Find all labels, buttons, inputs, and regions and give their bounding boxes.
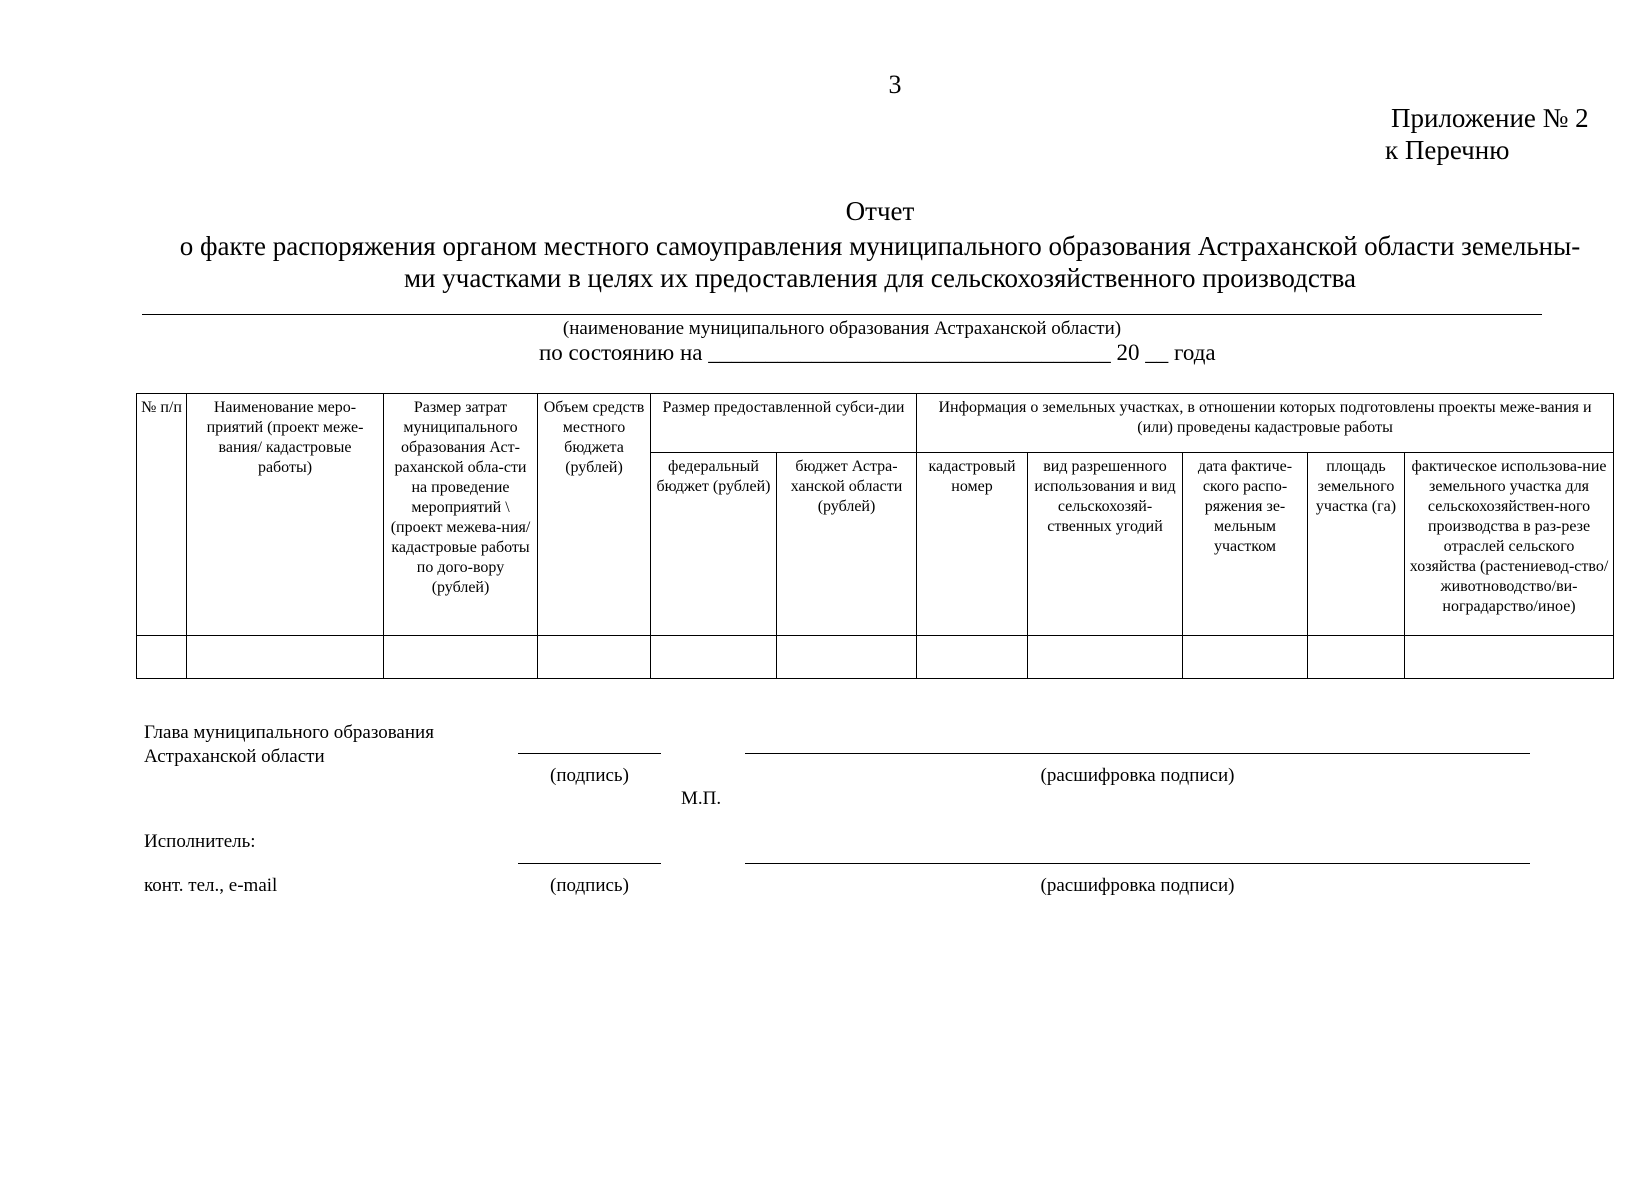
table-cell[interactable] <box>1183 636 1308 679</box>
head-decoding-caption: (расшифровка подписи) <box>1040 765 1235 786</box>
appendix-line-1: Приложение № 2 <box>1391 103 1589 133</box>
appendix-line-2: к Перечню <box>1385 135 1510 165</box>
header-local-budget: Объем средств местного бюджета (рублей) <box>538 394 651 636</box>
report-heading: Отчет <box>845 196 915 226</box>
executor-signature-caption: (подпись) <box>550 875 629 896</box>
header-area: площадь земельного участка (га) <box>1308 453 1405 636</box>
table-cell[interactable] <box>384 636 538 679</box>
table-cell[interactable] <box>137 636 187 679</box>
header-event-name: Наименование меро-приятий (проект меже-вания/ кадастровые работы) <box>187 394 384 636</box>
table-cell[interactable] <box>1028 636 1183 679</box>
table-cell[interactable] <box>1405 636 1614 679</box>
page-number: 3 <box>888 70 902 99</box>
table-cell[interactable] <box>538 636 651 679</box>
contact-label: конт. тел., e-mail <box>144 875 278 896</box>
appendix-reference <box>1385 102 1589 166</box>
municipality-name-line[interactable] <box>142 314 1542 315</box>
executor-decoding-line[interactable] <box>745 863 1530 864</box>
report-subtitle <box>125 230 1635 294</box>
stamp-place: М.П. <box>681 788 722 809</box>
header-disposal-date: дата фактиче-ского распо-ряжения зе-мельным участком <box>1183 453 1308 636</box>
header-regional-budget: бюджет Астра-ханской области (рублей) <box>777 453 917 636</box>
header-subsidy-group: Размер предоставленной субси-дии <box>651 394 917 453</box>
header-cadastral-number: кадастровый номер <box>917 453 1028 636</box>
executor-label: Исполнитель: <box>144 831 256 852</box>
head-signature-caption: (подпись) <box>550 765 629 786</box>
as-of-year: 20 __ года <box>1116 340 1216 365</box>
header-land-group: Информация о земельных участках, в отношении которых подготовлены проекты меже-вания и (или) проведены кадастровые работы <box>917 394 1614 453</box>
table-cell[interactable] <box>651 636 777 679</box>
header-permitted-use: вид разрешенного использования и вид сельскохозяй-ственных угодий <box>1028 453 1183 636</box>
header-federal-budget: федеральный бюджет (рублей) <box>651 453 777 636</box>
municipality-caption: (наименование муниципального образования Астраханской области) <box>562 318 1122 339</box>
head-of-municipality-label <box>144 721 434 769</box>
as-of-date-blank[interactable]: ___________________________________ <box>708 340 1111 365</box>
header-costs: Размер затрат муниципального образования Аст-раханской обла-сти на проведение мероприятий \ (проект межева-ния/кадастровые работы по дого-вору (рублей) <box>384 394 538 636</box>
table-cell[interactable] <box>1308 636 1405 679</box>
executor-signature-line[interactable] <box>518 863 661 864</box>
head-label-line-2: Астраханской области <box>144 746 325 767</box>
header-num: № п/п <box>137 394 187 636</box>
table-cell[interactable] <box>777 636 917 679</box>
table-cell[interactable] <box>917 636 1028 679</box>
head-signature-decoding-line[interactable] <box>745 753 1530 754</box>
table-cell[interactable] <box>187 636 384 679</box>
table-row <box>137 636 1614 679</box>
report-subtitle-line-1: о факте распоряжения органом местного самоуправления муниципального образования Астраханской области земельны- <box>179 231 1581 261</box>
header-actual-use: фактическое использова-ние земельного участка для сельскохозяйствен-ного производства в раз-резе отраслей сельского хозяйства (растениевод-ство/животноводство/ви-ноградарство/иное) <box>1405 453 1614 636</box>
report-table <box>136 393 1614 679</box>
report-subtitle-line-2: ми участками в целях их предоставления для сельскохозяйственного производства <box>403 263 1357 293</box>
as-of-date <box>539 340 1216 366</box>
head-label-line-1: Глава муниципального образования <box>144 722 434 743</box>
head-signature-line[interactable] <box>518 753 661 754</box>
executor-decoding-caption: (расшифровка подписи) <box>1040 875 1235 896</box>
as-of-prefix: по состоянию на <box>539 340 703 365</box>
